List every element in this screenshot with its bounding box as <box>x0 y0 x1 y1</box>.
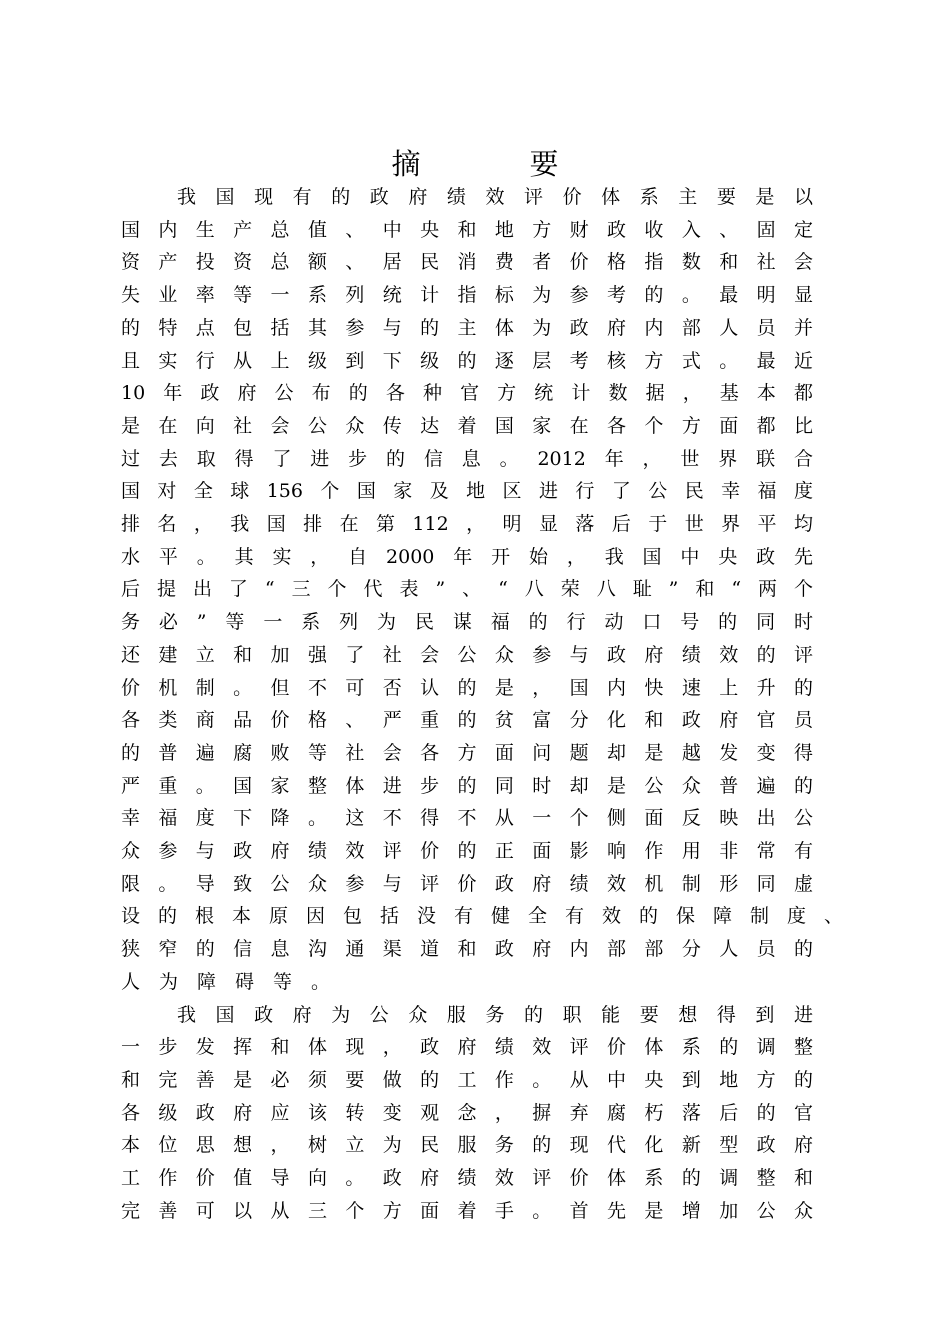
text-line: 是在向社会公众传达着国家在各个方面都比 <box>121 414 813 437</box>
text-line: 后提出了“三个代表”、“八荣八耻”和“两个 <box>121 578 813 601</box>
text-line: 失业率等一系列统计指标为参考的。最明显 <box>121 284 813 307</box>
text-line: 和完善是必须要做的工作。从中央到地方的 <box>121 1068 813 1091</box>
text-line: 幸福度下降。这不得不从一个侧面反映出公 <box>121 807 813 830</box>
text-line: 一步发挥和体现，政府绩效评价体系的调整 <box>121 1036 813 1059</box>
text-line: 过去取得了进步的信息。2012年，世界联合 <box>121 447 813 470</box>
text-line: 且实行从上级到下级的逐层考核方式。最近 <box>121 349 813 372</box>
text-line: 我国政府为公众服务的职能要想得到进 <box>177 1003 813 1026</box>
text-line: 价机制。但不可否认的是，国内快速上升的 <box>121 676 813 699</box>
text-line: 排名，我国排在第112，明显落后于世界平均 <box>121 513 813 535</box>
text-line: 国内生产总值、中央和地方财政收入、固定 <box>121 218 813 241</box>
text-line: 还建立和加强了社会公众参与政府绩效的评 <box>121 643 813 666</box>
text-line: 我国现有的政府绩效评价体系主要是以 <box>177 186 813 208</box>
text-line: 严重。国家整体进步的同时却是公众普遍的 <box>121 774 813 797</box>
text-line: 本位思想，树立为民服务的现代化新型政府 <box>121 1134 813 1157</box>
text-line: 水平。其实，自2000年开始，我国中央政先 <box>121 545 813 568</box>
text-line: 设的根本原因包括没有健全有效的保障制度、 <box>121 905 843 928</box>
text-line: 工作价值导向。政府绩效评价体系的调整和 <box>121 1167 813 1189</box>
text-line: 各类商品价格、严重的贫富分化和政府官员 <box>121 709 813 732</box>
text-line: 完善可以从三个方面着手。首先是增加公众 <box>121 1199 813 1222</box>
text-line: 各级政府应该转变观念，摒弃腐朽落后的官 <box>121 1101 813 1124</box>
text-line: 10年政府公布的各种官方统计数据，基本都 <box>121 382 813 405</box>
text-line: 人为障碍等。 <box>121 970 350 993</box>
page-title: 摘 要 <box>391 147 599 181</box>
text-line: 狭窄的信息沟通渠道和政府内部部分人员的 <box>121 938 813 961</box>
text-line: 的普遍腐败等社会各方面问题却是越发变得 <box>121 741 813 764</box>
text-line: 的特点包括其参与的主体为政府内部人员并 <box>121 316 813 339</box>
text-line: 务必”等一系列为民谋福的行动口号的同时 <box>121 611 813 634</box>
text-line: 国对全球156个国家及地区进行了公民幸福度 <box>121 480 813 503</box>
text-line: 资产投资总额、居民消费者价格指数和社会 <box>121 251 813 274</box>
text-line: 众参与政府绩效评价的正面影响作用非常有 <box>121 840 813 862</box>
text-line: 限。导致公众参与评价政府绩效机制形同虚 <box>121 872 813 895</box>
